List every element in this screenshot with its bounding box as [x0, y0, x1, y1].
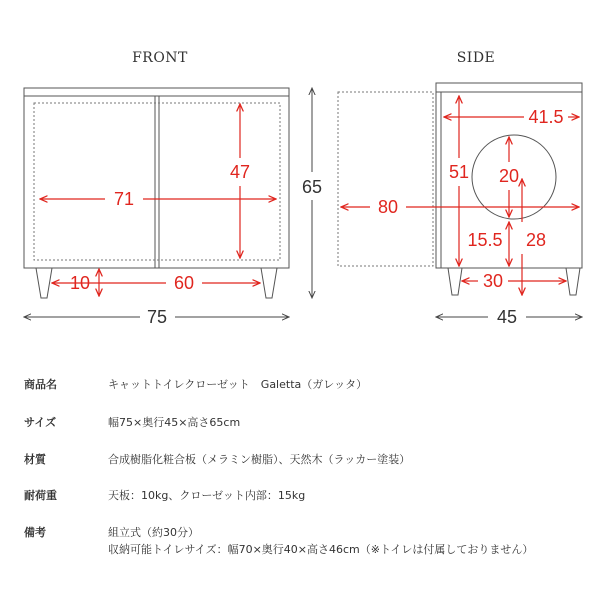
spec-key: 備考	[24, 526, 46, 539]
dim-51-label: 51	[448, 162, 470, 182]
side-leg-front	[448, 268, 462, 295]
side-title: SIDE	[456, 50, 496, 66]
dim-75-label: 75	[146, 307, 168, 327]
front-cabinet	[24, 88, 289, 298]
dim-71-label: 71	[113, 189, 135, 209]
spec-value: 幅75×奥行45×高さ65cm	[108, 416, 241, 429]
dim-47-label: 47	[229, 162, 251, 182]
spec-value: 天板：10kg、クローゼット内部：15kg	[108, 489, 306, 502]
spec-value: 組立式（約30分）	[108, 526, 199, 539]
spec-key: 商品名	[24, 378, 57, 391]
spec-key: 材質	[24, 453, 46, 466]
dim-45-label: 45	[496, 307, 518, 327]
spec-key: 耐荷重	[24, 489, 57, 502]
dim-65-label: 65	[301, 177, 323, 197]
dim-15.5-label: 15.5	[467, 230, 503, 250]
side-open-door-outline	[338, 92, 433, 266]
front-leg-left	[36, 268, 52, 298]
dim-30-label: 30	[482, 271, 504, 291]
dim-10-label: 10	[69, 273, 91, 293]
dim-28-label: 28	[525, 230, 547, 250]
spec-value-line2: 収納可能トイレサイズ：幅70×奥行40×高さ46cm（※トイレは付属しておりません）	[108, 543, 534, 556]
front-leg-right	[261, 268, 277, 298]
dim-41.5-label: 41.5	[528, 107, 564, 127]
dim-20-label: 20	[498, 166, 520, 186]
dim-80-label: 80	[377, 197, 399, 217]
dim-60-label: 60	[173, 273, 195, 293]
spec-value: 合成樹脂化粧合板（メラミン樹脂）、天然木（ラッカー塗装）	[108, 453, 411, 466]
front-dimensions	[40, 104, 276, 296]
spec-value: キャットトイレクローゼット Galetta（ガレッタ）	[108, 378, 368, 391]
front-title: FRONT	[132, 50, 188, 66]
side-leg-back	[566, 268, 580, 295]
spec-key: サイズ	[24, 416, 57, 429]
